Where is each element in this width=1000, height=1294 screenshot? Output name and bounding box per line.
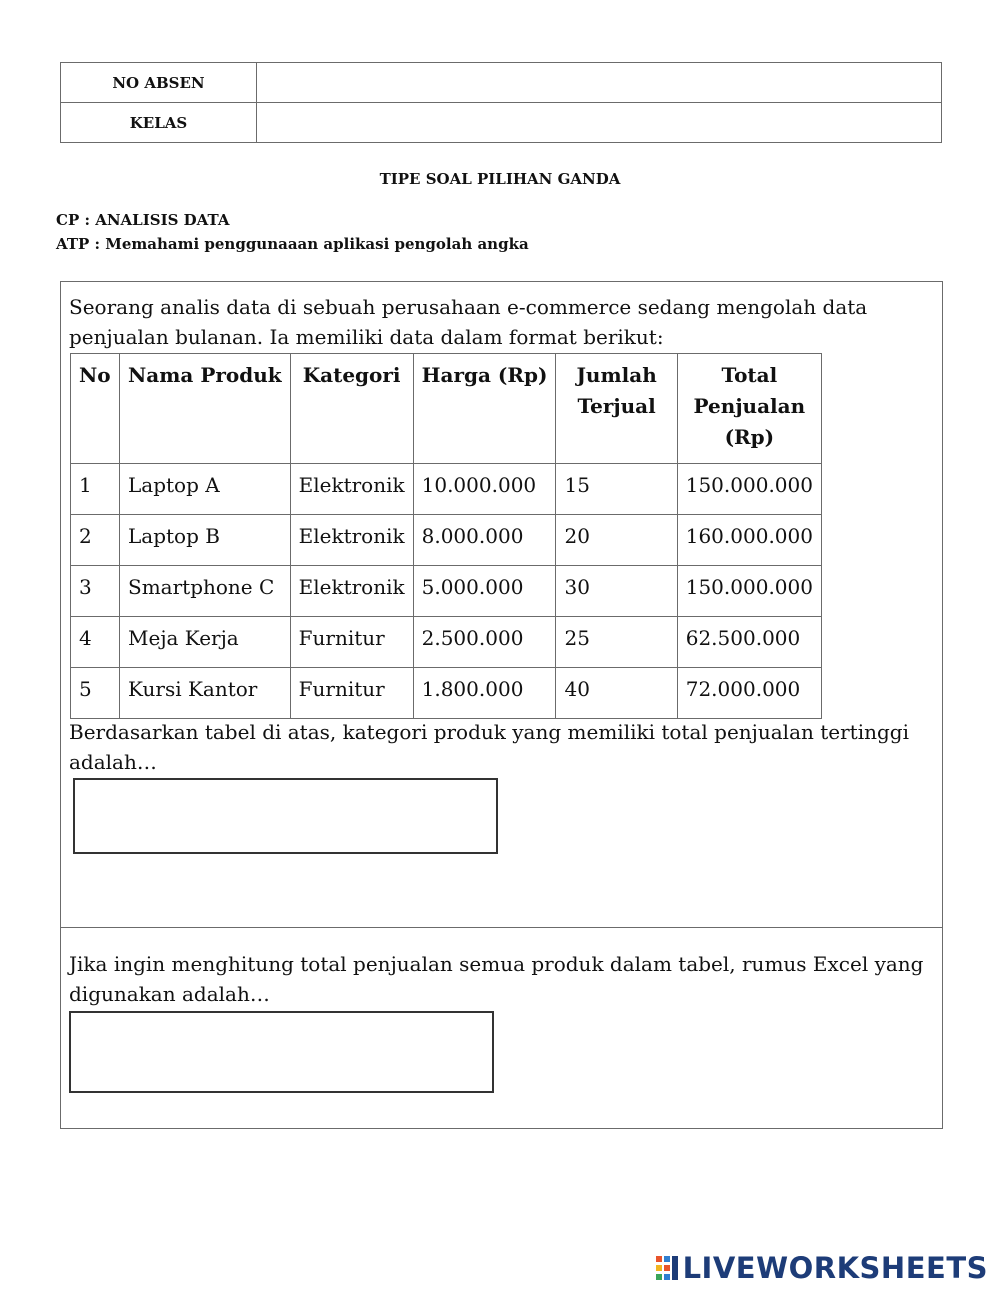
header-total-penjualan: Total Penjualan (Rp): [677, 354, 821, 464]
cell-kategori: Elektronik: [290, 464, 413, 515]
cell-total-penjualan: 72.000.000: [677, 668, 821, 719]
section-heading: TIPE SOAL PILIHAN GANDA: [379, 170, 621, 188]
cell-no: 2: [71, 515, 120, 566]
kelas-field[interactable]: [257, 103, 942, 143]
question2-text: Jika ingin menghitung total penjualan semua produk dalam tabel, rumus Excel yang digunakan adalah…: [69, 952, 924, 1006]
cell-kategori: Elektronik: [290, 515, 413, 566]
cell-nama-produk: Laptop A: [120, 464, 291, 515]
cp-label: CP : ANALISIS DATA: [56, 211, 230, 229]
cell-jumlah-terjual: 25: [556, 617, 677, 668]
cell-kategori: Elektronik: [290, 566, 413, 617]
cell-jumlah-terjual: 40: [556, 668, 677, 719]
liveworksheets-logo: [655, 1252, 988, 1284]
student-info-table: [60, 62, 942, 143]
question2-answer-box[interactable]: [69, 1011, 494, 1093]
cell-nama-produk: Kursi Kantor: [120, 668, 291, 719]
table-row: [71, 617, 822, 668]
cell-no: 4: [71, 617, 120, 668]
cell-jumlah-terjual: 15: [556, 464, 677, 515]
cell-harga: 10.000.000: [413, 464, 556, 515]
sales-data-table: [70, 353, 822, 719]
cell-nama-produk: Meja Kerja: [120, 617, 291, 668]
cell-no: 1: [71, 464, 120, 515]
no-absen-label: NO ABSEN: [61, 63, 257, 103]
cell-nama-produk: Laptop B: [120, 515, 291, 566]
question1-answer-box[interactable]: [73, 778, 498, 854]
atp-label: ATP : Memahami penggunaaan aplikasi pengolah angka: [56, 235, 529, 253]
liveworksheets-logo-text: LIVEWORKSHEETS: [682, 1251, 988, 1285]
cell-jumlah-terjual: 30: [556, 566, 677, 617]
table-row: [71, 464, 822, 515]
header-kategori: Kategori: [290, 354, 413, 464]
header-harga: Harga (Rp): [413, 354, 556, 464]
cell-kategori: Furnitur: [290, 617, 413, 668]
cell-kategori: Furnitur: [290, 668, 413, 719]
table-body: [71, 464, 822, 719]
cell-harga: 2.500.000: [413, 617, 556, 668]
header-nama-produk: Nama Produk: [120, 354, 291, 464]
question1-text: Berdasarkan tabel di atas, kategori produk yang memiliki total penjualan tertinggi adalah…: [69, 720, 909, 774]
cell-total-penjualan: 150.000.000: [677, 566, 821, 617]
table-header-row: [71, 354, 822, 464]
kelas-label: KELAS: [61, 103, 257, 143]
cell-no: 5: [71, 668, 120, 719]
table-row: [71, 515, 822, 566]
header-no: No: [71, 354, 120, 464]
cell-total-penjualan: 150.000.000: [677, 464, 821, 515]
cell-harga: 8.000.000: [413, 515, 556, 566]
liveworksheets-logo-icon: [655, 1255, 679, 1281]
header-jumlah-terjual: Jumlah Terjual: [556, 354, 677, 464]
cell-total-penjualan: 160.000.000: [677, 515, 821, 566]
questions-box: [60, 281, 943, 1129]
question-divider: [61, 927, 942, 928]
question1-intro: Seorang analis data di sebuah perusahaan e-commerce sedang mengolah data penjualan bulanan. Ia memiliki data dalam format berikut:: [69, 295, 868, 349]
cell-harga: 1.800.000: [413, 668, 556, 719]
cell-jumlah-terjual: 20: [556, 515, 677, 566]
cell-no: 3: [71, 566, 120, 617]
table-row: [71, 668, 822, 719]
kelas-row: [61, 103, 942, 143]
table-row: [71, 566, 822, 617]
no-absen-row: [61, 63, 942, 103]
cell-nama-produk: Smartphone C: [120, 566, 291, 617]
no-absen-field[interactable]: [257, 63, 942, 103]
cell-harga: 5.000.000: [413, 566, 556, 617]
cell-total-penjualan: 62.500.000: [677, 617, 821, 668]
